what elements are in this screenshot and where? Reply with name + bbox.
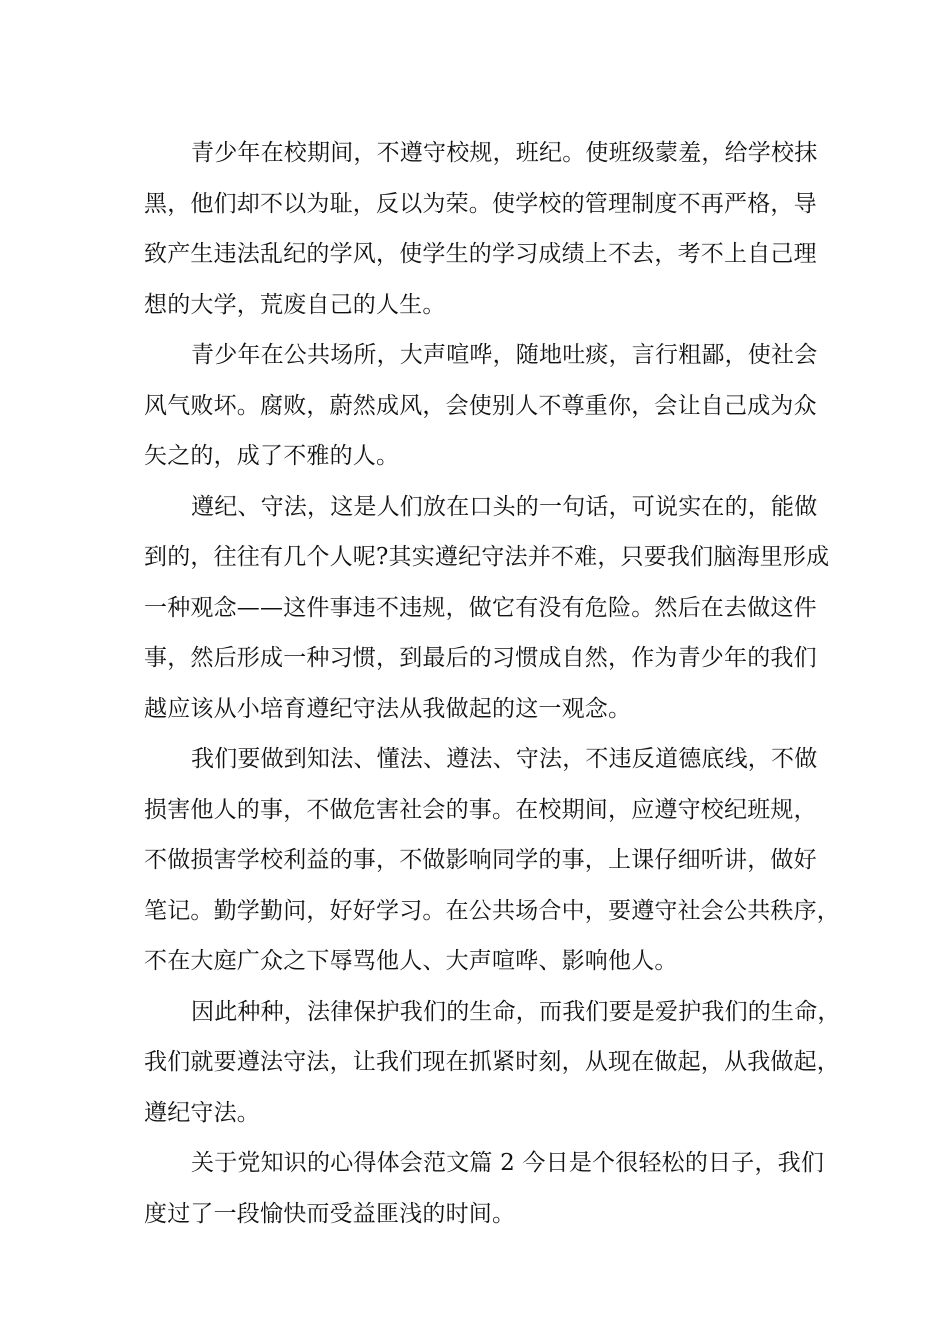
paragraph-6 — [144, 1138, 825, 1239]
text-line: 损害他人的事，不做危害社会的事。在校期间，应遵守校纪班规， — [144, 796, 817, 823]
text-line: 黑，他们却不以为耻，反以为荣。使学校的管理制度不再严格，导 — [144, 190, 817, 217]
text-line: 青少年在公共场所，大声喧哗，随地吐痰，言行粗鄙，使社会 — [191, 342, 818, 368]
paragraph-2 — [144, 330, 818, 482]
text-line: 我们要做到知法、懂法、遵法、守法，不违反道德底线，不做 — [191, 746, 818, 772]
text-line: 风气败坏。腐败，蔚然成风，会使别人不尊重你，会让自己成为众 — [144, 392, 817, 419]
text-line: 事，然后形成一种习惯，到最后的习惯成自然，作为青少年的我们 — [144, 645, 817, 671]
text-line: 遵纪、守法，这是人们放在口头的一句话，可说实在的，能做 — [191, 493, 818, 520]
text-line: 到的，往往有几个人呢?其实遵纪守法并不难，只要我们脑海里形成 — [144, 544, 830, 570]
document-body — [144, 128, 841, 1239]
text-line: 矢之的，成了不雅的人。 — [144, 443, 400, 469]
paragraph-3 — [144, 482, 830, 735]
text-line: 我们就要遵法守法，让我们现在抓紧时刻，从现在做起，从我做起， — [144, 1049, 840, 1075]
text-line: 想的大学，荒废自己的人生。 — [144, 291, 446, 318]
text-line: 度过了一段愉快而受益匪浅的时间。 — [144, 1200, 516, 1227]
paragraph-5 — [144, 987, 841, 1139]
text-line: 一种观念——这件事违不违规，做它有没有危险。然后在去做这件 — [144, 594, 817, 621]
text-line: 致产生违法乱纪的学风，使学生的学习成绩上不去，考不上自己理 — [144, 241, 817, 267]
text-line: 笔记。勤学勤问，好好学习。在公共场合中，要遵守社会公共秩序， — [144, 897, 840, 924]
text-line: 不做损害学校利益的事，不做影响同学的事，上课仔细听讲，做好 — [144, 847, 817, 873]
text-line: 因此种种，法律保护我们的生命，而我们要是爱护我们的生命， — [191, 998, 841, 1025]
text-line: 青少年在校期间，不遵守校规，班纪。使班级蒙羞，给学校抹 — [191, 140, 818, 166]
paragraph-4 — [144, 734, 840, 987]
text-line: 越应该从小培育遵纪守法从我做起的这一观念。 — [144, 695, 632, 722]
paragraph-1 — [144, 128, 818, 330]
text-line: 不在大庭广众之下辱骂他人、大声喧哗、影响他人。 — [144, 948, 678, 974]
text-line: 关于党知识的心得体会范文篇 2 今日是个很轻松的日子，我们 — [191, 1150, 825, 1176]
text-line: 遵纪守法。 — [144, 1099, 260, 1126]
